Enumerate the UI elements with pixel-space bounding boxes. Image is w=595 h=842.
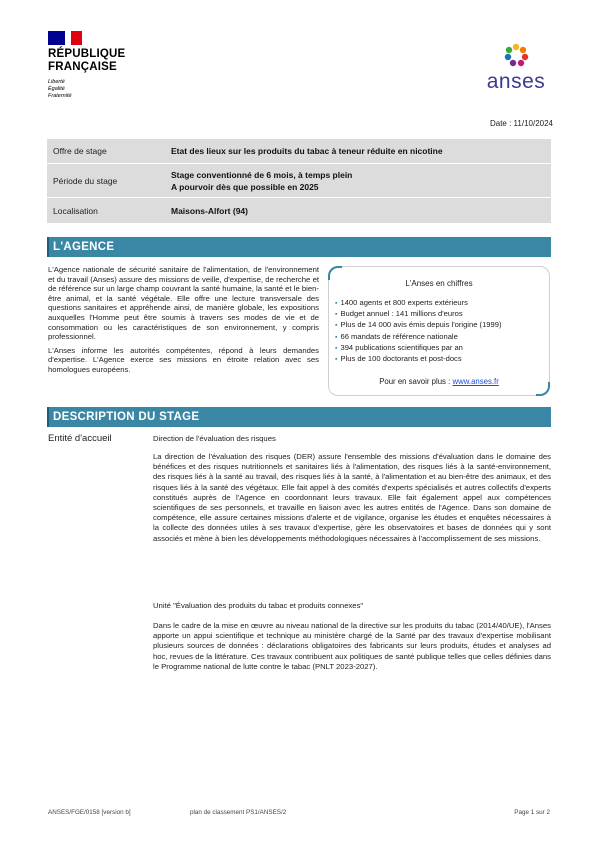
info-value bbox=[171, 169, 551, 193]
entite-label: Entité d'accueil bbox=[48, 433, 112, 444]
footer-ref: ANSES/FGE/0158 [version b] bbox=[48, 809, 131, 816]
more-info-prefix: Pour en savoir plus : bbox=[379, 377, 453, 386]
info-label: Offre de stage bbox=[53, 146, 107, 156]
republique-francaise-wordmark bbox=[48, 48, 125, 74]
chiffres-list bbox=[335, 298, 502, 365]
motto-liberte: Liberté bbox=[48, 79, 65, 85]
list-item: ▪ 394 publications scientifiques par an bbox=[335, 343, 502, 354]
list-item: ▪ 66 mandats de référence nationale bbox=[335, 332, 502, 343]
list-item: ▪ Plus de 100 doctorants et post-docs bbox=[335, 354, 502, 365]
motto-egalite: Égalité bbox=[48, 86, 65, 92]
list-item: ▪ 1400 agents et 800 experts extérieurs bbox=[335, 298, 502, 309]
document-date: Date : 11/10/2024 bbox=[489, 119, 553, 128]
section-bar-description: DESCRIPTION DU STAGE bbox=[47, 407, 551, 427]
agence-paragraph-2: L'Anses informe les autorités compétentes, répond à leurs demandes d'expertise. L'Agence exerce ses missions en étroite relation avec ses homologues européens. bbox=[48, 345, 319, 374]
agence-paragraph-1: L'Agence nationale de sécurité sanitaire de l'alimentation, de l'environnement et du travail (Anses) assure des missions de veille, d'expertise, de recherche et de référence sur un large champ couvrant la santé humaine, la santé et le bien-être animal, et la santé végétale. Elle offre une lecture transversale des questions sanitaires et appréhende ainsi, de manière globale, les expositions auxquelles l'Homme peut être soumis à travers ses modes de vie et de consommation ou les caractéristiques de son environnement, y compris professionnel. bbox=[48, 265, 319, 342]
list-item: ▪ Budget annuel : 141 millions d'euros bbox=[335, 309, 502, 320]
chiffres-box bbox=[328, 266, 550, 396]
info-value-line1: Stage conventionné de 6 mois, à temps plein bbox=[171, 169, 353, 180]
info-row-localisation bbox=[47, 198, 551, 223]
republique-line1: RÉPUBLIQUE bbox=[48, 48, 126, 60]
motto-fraternite: Fraternité bbox=[48, 93, 72, 99]
box-corner-accent bbox=[328, 266, 342, 280]
info-value: Etat des lieux sur les produits du tabac à teneur réduite en nicotine bbox=[171, 146, 443, 156]
unite-description: Dans le cadre de la mise en œuvre au niveau national de la directive sur les produits du tabac (2014/40/UE), l'Anses apporte un appui scientifique et technique au ministère chargé de la Santé par des travaux d'expertise mobilisant plusieurs sources de données : déclarations obligatoires des fabricants sur leurs produits, études et analyses ad hoc, revues de la littérature. Ces travaux contribuent aux politiques de santé publique telles que celles définies dans le Programme national de lutte contre le tabac (PNLT 2023-2027). bbox=[153, 621, 551, 671]
anses-website-link[interactable]: www.anses.fr bbox=[452, 377, 499, 386]
section-bar-agence: L'AGENCE bbox=[47, 237, 551, 257]
info-value-line2: A pourvoir dès que possible en 2025 bbox=[171, 181, 319, 192]
republique-line2: FRANÇAISE bbox=[48, 61, 117, 73]
chiffres-title: L'Anses en chiffres bbox=[405, 279, 473, 288]
more-info bbox=[329, 377, 549, 386]
republic-motto bbox=[48, 79, 72, 100]
info-row-offre bbox=[47, 139, 551, 164]
unite-title: Unité "Évaluation des produits du tabac et produits connexes" bbox=[153, 601, 364, 610]
footer-page: Page 1 sur 2 bbox=[514, 809, 550, 816]
info-row-periode bbox=[47, 164, 551, 198]
list-item: ▪ Plus de 14 000 avis émis depuis l'origine (1999) bbox=[335, 320, 502, 331]
entite-value: Direction de l'évaluation des risques bbox=[153, 434, 276, 443]
anses-logo-text: anses bbox=[486, 70, 546, 93]
info-label: Localisation bbox=[53, 205, 98, 216]
marianne-flag-icon bbox=[48, 31, 82, 45]
der-description: La direction de l'évaluation des risques (DER) assure l'ensemble des missions d'évaluation dans le domaine des bénéfices et des risques nutritionnels et sanitaires liés à l'alimentation, des risques liés à la santé-environnement, des risques liés à la santé au travail, des risques liés à la santé, à l'alimentation et au bien-être des animaux, et des risques liés à la santé des végétaux. Elle fait appel à des comités d'experts spécialisés et autres collectifs d'experts constitués auprès de l'Agence en coordonnant leurs travaux. Elle fait également appel aux compétences scientifiques de ses personnels, et travaille en liaison avec les autres entités de l'Agence. Dans son domaine de compétence, elle assure certaines missions d'alerte et de vigilance, organise les études et enquêtes nécessaires à la collecte des données utiles à ses travaux d'expertise, gère les observatoires et bases de données qui y sont associés et mène à bien les développements méthodologiques nécessaires à l'accomplissement de ses missions. bbox=[153, 452, 551, 543]
offer-info-table bbox=[47, 139, 551, 223]
footer-plan: plan de classement PS1/ANSES/2 bbox=[190, 809, 287, 816]
info-label: Période du stage bbox=[53, 175, 118, 186]
agence-description bbox=[48, 265, 319, 379]
info-value: Maisons-Alfort (94) bbox=[171, 205, 248, 216]
